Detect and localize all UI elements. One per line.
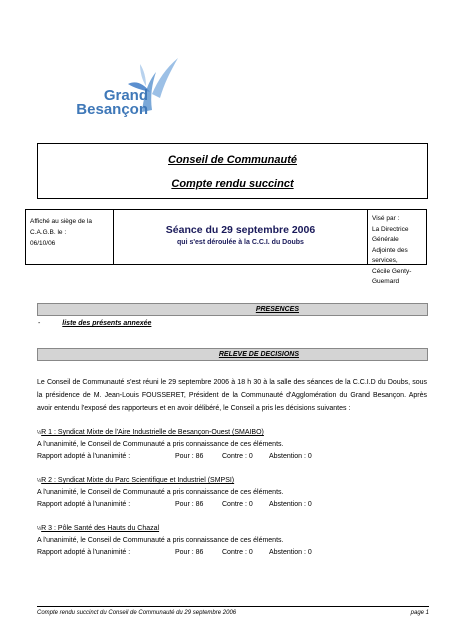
decision-number-glyph: ½: [37, 526, 42, 532]
title-line2: Compte rendu succinct: [171, 178, 294, 190]
vote-for: Pour : 86: [175, 453, 204, 460]
decision-text: A l'unanimité, le Conseil de Communauté a pris connaissance de ces éléments.: [37, 441, 284, 448]
session-title: Séance du 29 septembre 2006: [165, 224, 316, 236]
vote-adopted: Rapport adopté à l'unanimité :: [37, 453, 131, 460]
vote-row: [37, 499, 427, 511]
document-title-box: [37, 143, 428, 199]
decision-number-glyph: ½: [37, 430, 42, 436]
decision-text: A l'unanimité, le Conseil de Communauté a pris connaissance de ces éléments.: [37, 537, 284, 544]
visa-line4: Cécile Genty-Guemard: [372, 267, 412, 285]
vote-adopted: Rapport adopté à l'unanimité :: [37, 549, 131, 556]
logo-line2: Besançon: [76, 101, 148, 118]
vote-adopted: Rapport adopté à l'unanimité :: [37, 501, 131, 508]
visa-info: [368, 210, 426, 285]
decision-item: [37, 523, 427, 559]
visa-line3: Adjointe des services,: [372, 246, 408, 264]
vote-against: Contre : 0: [222, 501, 253, 508]
vote-for: Pour : 86: [175, 549, 204, 556]
posting-info: [26, 210, 114, 264]
grand-besancon-logo: [76, 50, 186, 130]
decision-heading: R 1 : Syndicat Mixte de l'Aire Industrielle de Besançon-Ouest (SMAIBO): [41, 429, 264, 436]
vote-against: Contre : 0: [222, 453, 253, 460]
vote-for: Pour : 86: [175, 501, 204, 508]
session-heading: [114, 210, 368, 264]
decision-item: [37, 427, 427, 463]
decision-item: [37, 475, 427, 511]
visa-line2: La Directrice Générale: [372, 225, 409, 243]
vote-abstention: Abstention : 0: [269, 453, 312, 460]
decision-heading: R 2 : Syndicat Mixte du Parc Scientifique et Industriel (SMPSI): [41, 477, 235, 484]
vote-abstention: Abstention : 0: [269, 501, 312, 508]
session-info-box: [25, 209, 427, 285]
page-footer: [37, 610, 429, 616]
vote-row: [37, 451, 427, 463]
vote-against: Contre : 0: [222, 549, 253, 556]
session-subtitle: qui s'est déroulée à la C.C.I. du Doubs: [177, 239, 304, 246]
posting-label: Affiché au siège de la C.A.G.B. le :: [30, 218, 93, 236]
footer-divider: [37, 606, 429, 607]
visa-line1: Visé par :: [372, 215, 400, 222]
decisions-intro: Le Conseil de Communauté s'est réuni le 29 septembre 2006 à 18 h 30 à la salle des séances de la C.C.I.D du Doubs, sous la présidence de M. Jean-Louis FOUSSERET, Président de la Communauté d'Agglomération du Grand Besançon. Après avoir entendu l'exposé des rapporteurs et en avoir délibéré, le Conseil a pris les décisions suivantes :: [37, 379, 427, 412]
decision-heading: R 3 : Pôle Santé des Hauts du Chazal: [41, 525, 160, 532]
footer-text: Compte rendu succinct du Conseil de Communauté du 29 septembre 2006: [37, 610, 237, 616]
vote-row: [37, 547, 427, 559]
page-number: page 1: [410, 610, 429, 616]
decision-text: A l'unanimité, le Conseil de Communauté a pris connaissance de ces éléments.: [37, 489, 284, 496]
title-line1: Conseil de Communauté: [168, 154, 297, 166]
presences-header: PRESENCES: [37, 303, 428, 316]
list-dash: -: [38, 320, 41, 327]
posting-date: 06/10/06: [30, 240, 56, 247]
decisions-header: RELEVE DE DECISIONS: [37, 348, 428, 361]
logo-line1: Grand: [103, 87, 148, 104]
presences-item: [38, 320, 151, 327]
decision-number-glyph: ½: [37, 478, 42, 484]
vote-abstention: Abstention : 0: [269, 549, 312, 556]
attendees-list-link[interactable]: liste des présents annexée: [62, 320, 152, 327]
